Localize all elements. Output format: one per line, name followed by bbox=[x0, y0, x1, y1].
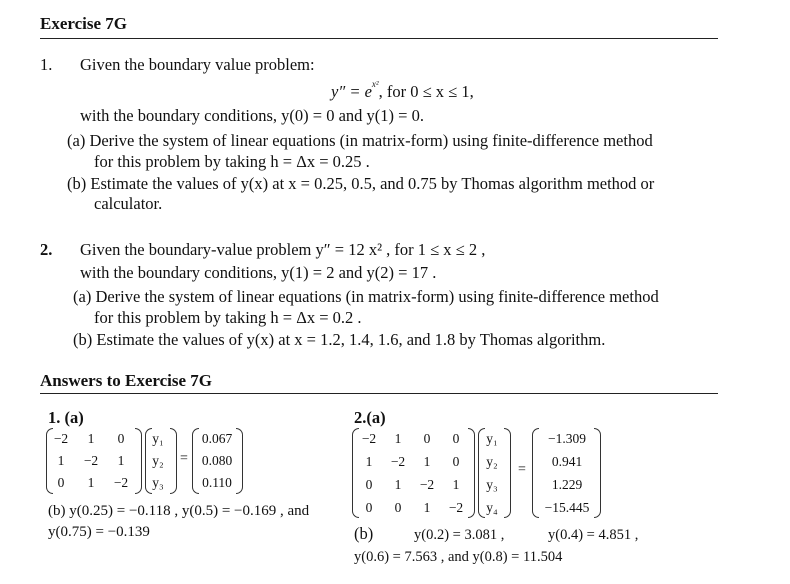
q2-part-a-line1: (a) Derive the system of linear equations (in matrix-form) using finite-difference method bbox=[73, 287, 659, 306]
q1-part-b-line2: calculator. bbox=[94, 194, 163, 213]
q2-part-a-line2: for this problem by taking h = Δx = 0.2 . bbox=[94, 308, 362, 327]
matrix-cell: 1 bbox=[423, 454, 431, 469]
variable-cell: y₃ bbox=[486, 477, 498, 492]
matrix-cell: 1 bbox=[365, 454, 373, 469]
q1-equation bbox=[331, 78, 474, 102]
q1-part-a-line2: for this problem by taking h = Δx = 0.25 . bbox=[94, 152, 370, 171]
q2-number: 2. bbox=[40, 240, 53, 259]
matrix-cell: 1 bbox=[452, 477, 460, 492]
q2-line1: Given the boundary-value problem y″ = 12 x² , for 1 ≤ x ≤ 2 , bbox=[80, 240, 486, 259]
matrix-cell: −2 bbox=[448, 500, 464, 515]
answer1-part-b-line1: (b) y(0.25) = −0.118 , y(0.5) = −0.169 , and bbox=[48, 503, 310, 519]
q1-equation-condition: , for 0 ≤ x ≤ 1, bbox=[378, 82, 474, 101]
variable-cell: y₄ bbox=[486, 500, 498, 515]
answer1-part-b-line2: y(0.75) = −0.139 bbox=[48, 524, 150, 540]
matrix-cell: −2 bbox=[83, 453, 99, 468]
matrix-cell: 0 bbox=[365, 500, 373, 515]
matrix-cell: 0 bbox=[423, 431, 431, 446]
answer2-part-b-line2: y(0.6) = 7.563 , and y(0.8) = 11.504 bbox=[354, 549, 563, 565]
matrix-cell: 0 bbox=[57, 475, 65, 490]
answers-rule bbox=[40, 393, 718, 394]
rhs-cell: 0.080 bbox=[201, 453, 233, 468]
q1-intro: Given the boundary value problem: bbox=[80, 55, 315, 74]
rhs-cell: 0.067 bbox=[201, 431, 233, 446]
answer2-part-b-label: (b) bbox=[354, 524, 374, 543]
q1-equation-exponent: x² bbox=[371, 78, 379, 89]
rhs-cell: −15.445 bbox=[544, 500, 590, 515]
matrix-cell: 1 bbox=[117, 453, 125, 468]
variable-cell: y₃ bbox=[152, 475, 164, 490]
q1-part-a-line1: (a) Derive the system of linear equations (in matrix-form) using finite-difference method bbox=[67, 131, 653, 150]
matrix-cell: 1 bbox=[57, 453, 65, 468]
answer2-matrix-right-paren bbox=[468, 428, 475, 518]
matrix-cell: 1 bbox=[394, 431, 402, 446]
matrix-cell: 1 bbox=[423, 500, 431, 515]
answer2-part-b-value2: y(0.4) = 4.851 , bbox=[548, 527, 639, 543]
matrix-cell: 0 bbox=[452, 431, 460, 446]
matrix-cell: 1 bbox=[87, 431, 95, 446]
matrix-cell: 1 bbox=[394, 477, 402, 492]
q2-part-b: (b) Estimate the values of y(x) at x = 1.2, 1.4, 1.6, and 1.8 by Thomas algorithm. bbox=[73, 330, 606, 349]
q1-part-b-line1: (b) Estimate the values of y(x) at x = 0.25, 0.5, and 0.75 by Thomas algorithm method or bbox=[67, 174, 655, 193]
matrix-cell: 1 bbox=[87, 475, 95, 490]
answer2-part-b-value1: y(0.2) = 3.081 , bbox=[414, 527, 505, 543]
rhs-cell: 0.941 bbox=[551, 454, 583, 469]
answer2-equals: = bbox=[518, 462, 526, 477]
matrix-cell: −2 bbox=[361, 431, 377, 446]
matrix-cell: −2 bbox=[390, 454, 406, 469]
variable-cell: y₂ bbox=[486, 454, 498, 469]
answers-title: Answers to Exercise 7G bbox=[40, 371, 213, 390]
matrix-cell: 0 bbox=[117, 431, 125, 446]
variable-cell: y₂ bbox=[152, 453, 164, 468]
q1-equation-lhs: y″ = e bbox=[331, 82, 372, 101]
matrix-cell: 0 bbox=[365, 477, 373, 492]
rhs-cell: 1.229 bbox=[551, 477, 583, 492]
matrix-cell: 0 bbox=[452, 454, 460, 469]
variable-cell: y₁ bbox=[486, 431, 498, 446]
matrix-cell: −2 bbox=[113, 475, 129, 490]
rhs-cell: −1.309 bbox=[548, 431, 586, 446]
rhs-cell: 0.110 bbox=[202, 475, 232, 490]
variable-cell: y₁ bbox=[152, 431, 164, 446]
answer1-label: 1. (a) bbox=[48, 408, 84, 427]
answer2-label: 2.(a) bbox=[354, 408, 386, 427]
q2-boundary-conditions: with the boundary conditions, y(1) = 2 and y(2) = 17 . bbox=[80, 263, 437, 282]
q1-number: 1. bbox=[40, 55, 53, 74]
q1-boundary-conditions: with the boundary conditions, y(0) = 0 and y(1) = 0. bbox=[80, 106, 424, 125]
matrix-cell: −2 bbox=[53, 431, 69, 446]
matrix-cell: −2 bbox=[419, 477, 435, 492]
matrix-cell: 0 bbox=[394, 500, 402, 515]
exercise-title: Exercise 7G bbox=[40, 14, 128, 33]
title-rule bbox=[40, 38, 718, 39]
answer1-matrix-right-paren bbox=[135, 428, 142, 494]
answer1-equals: = bbox=[180, 451, 188, 466]
